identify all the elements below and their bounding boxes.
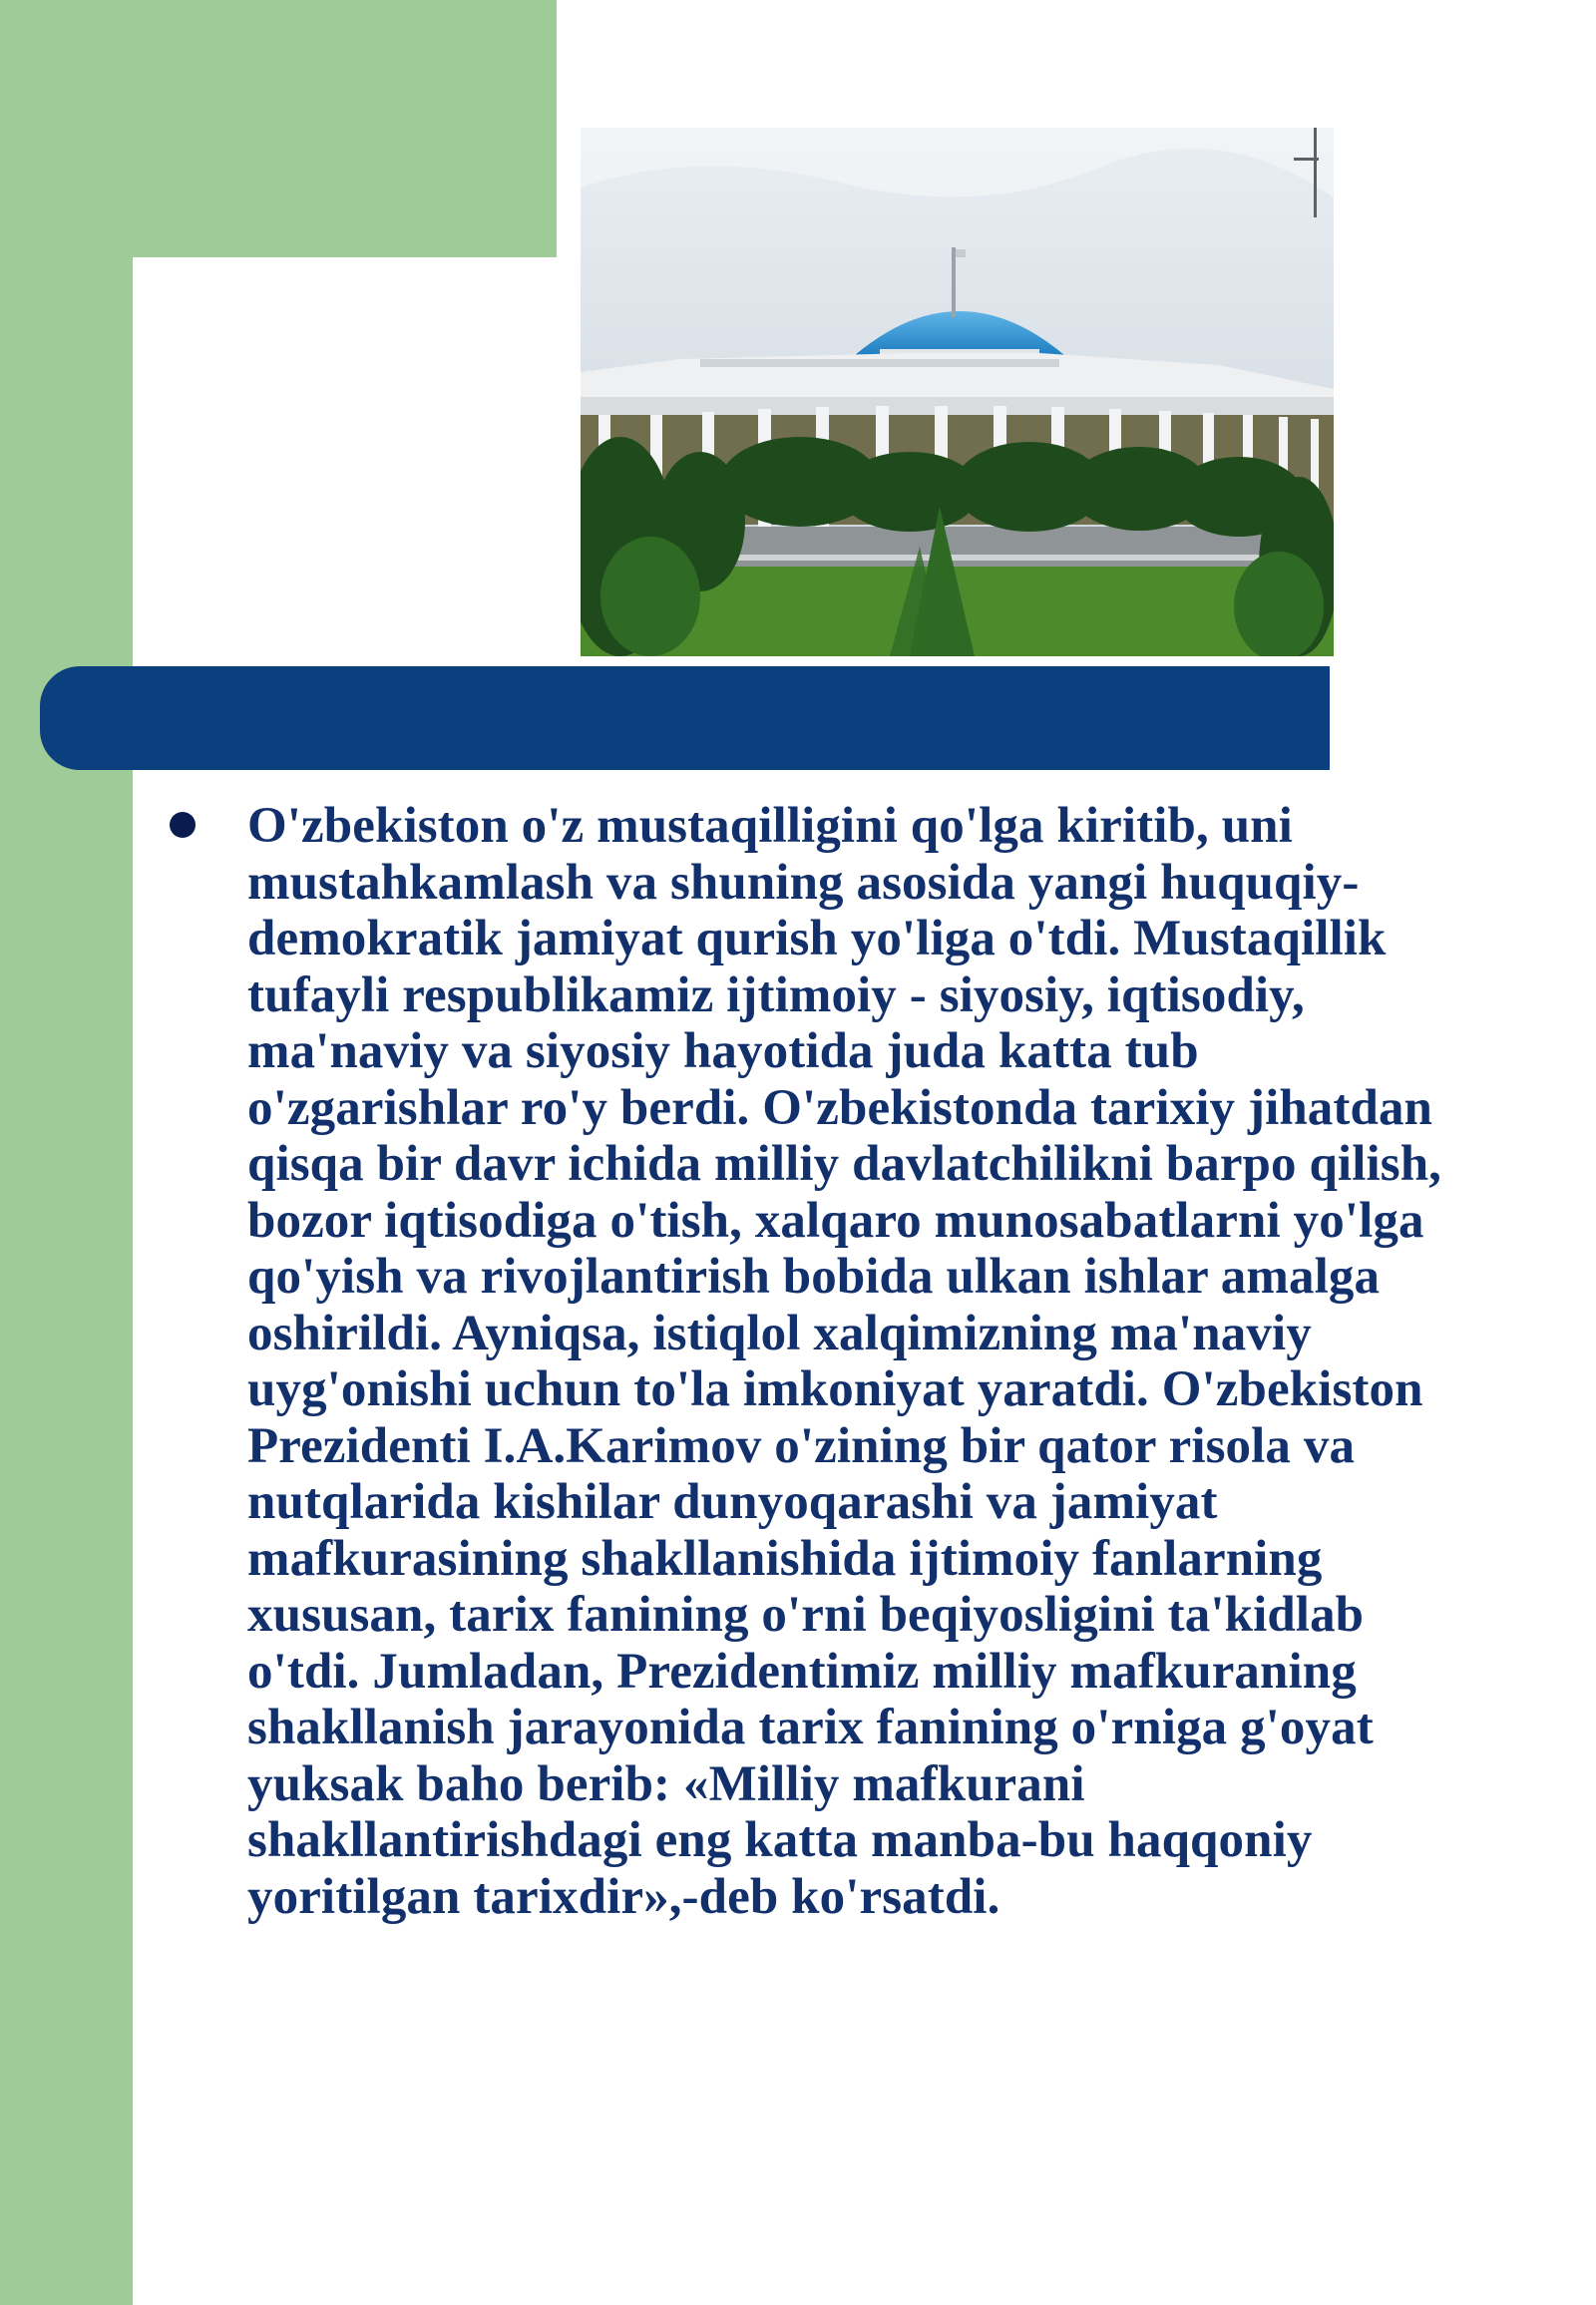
title-bar — [40, 666, 1330, 770]
top-green-block — [0, 0, 557, 257]
bullet-text: O'zbekiston o'z mustaqilligini qo'lga kiritib, uni mustahkamlash va shuning asosida yangi huquqiy-demokratik jamiyat qurish yo'liga o'tdi. Mustaqillik tufayli respublikamiz ijtimoiy - siyosiy, iqtisodiy, ma'naviy va siyosiy hayotida juda katta tub o'zgarishlar ro'y berdi. O'zbekistonda tarixiy jihatdan qisqa bir davr ichida milliy davlatchilikni barpo qilish, bozor iqtisodiga o'tish, xalqaro munosabatlarni yo'lga qo'yish va rivojlantirish bobida ulkan ishlar amalga oshirildi. Ayniqsa, istiqlol xalqimizning ma'naviy uyg'onishi uchun to'la imkoniyat yaratdi. O'zbekiston Prezidenti I.A.Karimov o'zining bir qator risola va nutqlarida kishilar dunyoqarashi va jamiyat mafkurasining shakllanishida ijtimoiy fanlarning xususan, tarix fanining o'rni beqiyosligini ta'kidlab o'tdi. Jumladan, Prezidentimiz milliy mafkuraning shakllanish jarayonida tarix fanining o'rniga g'oyat yuksak baho berib: «Milliy mafkurani shakllantirishdagi eng katta manba-bu haqqoniy yoritilgan tarixdir»,-deb ko'rsatdi. — [247, 798, 1442, 1925]
bullet-dot-icon — [170, 812, 196, 838]
parliament-building-photo — [581, 128, 1334, 656]
bullet-list — [170, 798, 1466, 1925]
left-green-band — [0, 0, 133, 2305]
